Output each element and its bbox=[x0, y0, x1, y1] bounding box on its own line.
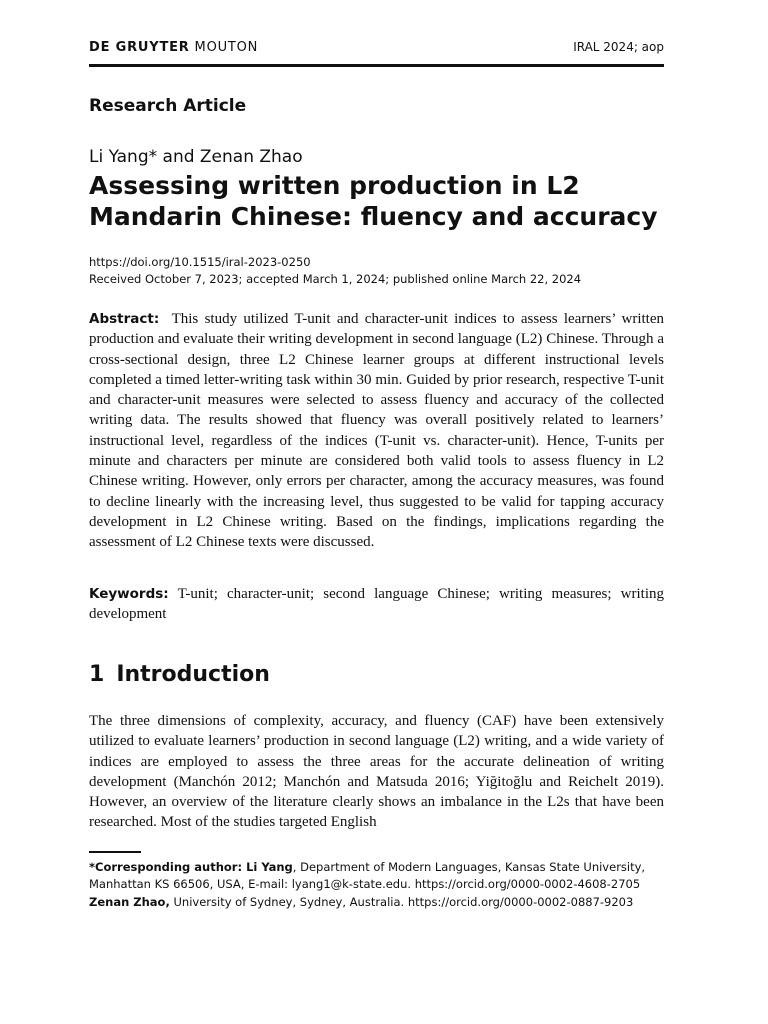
article-type: Research Article bbox=[89, 96, 247, 116]
section-title: Introduction bbox=[116, 662, 270, 687]
second-author-affiliation: University of Sydney, Sydney, Australia. https://orcid.org/0000-0002-0887-9203 bbox=[169, 894, 634, 909]
publisher-name-bold: DE GRUYTER bbox=[89, 40, 190, 55]
doi-link[interactable]: https://doi.org/10.1515/iral-2023-0250 bbox=[89, 255, 311, 269]
header-divider bbox=[89, 64, 664, 67]
section-number: 1 bbox=[89, 662, 105, 687]
footnotes bbox=[89, 859, 669, 911]
second-author-label: Zenan Zhao, bbox=[89, 894, 170, 909]
corresponding-author-line-2: Manhattan KS 66506, USA, E-mail: lyang1@k-state.edu. https://orcid.org/0000-0002-4608-2705 bbox=[89, 877, 641, 892]
corresponding-author-label: *Corresponding author: Li Yang bbox=[89, 860, 293, 874]
footnote-divider bbox=[89, 851, 141, 853]
abstract bbox=[89, 309, 664, 553]
publisher-name-light: MOUTON bbox=[194, 40, 259, 55]
journal-reference: IRAL 2024; aop bbox=[573, 40, 664, 54]
introduction-paragraph: The three dimensions of complexity, accuracy, and fluency (CAF) have been extensively utilized to evaluate learners’ production in second language (L2) writing, and a wide variety of indices are employed to assess the three areas for the accurate delineation of writing development (Manchón 2012; Manchón and Matsuda 2016; Yiğitoğlu and Reichelt 2019). However, an overview of the literature clearly shows an imbalance in the L2s that have been researched. Most of the studies targeted English bbox=[89, 713, 664, 831]
article-title: Assessing written production in L2 Mandarin Chinese: fluency and accuracy bbox=[89, 171, 658, 231]
corresponding-author-affiliation: , Department of Modern Languages, Kansas State University, bbox=[292, 860, 646, 874]
page-header bbox=[89, 40, 664, 58]
keywords-text: T-unit; character-unit; second language Chinese; writing measures; writing development bbox=[89, 586, 664, 623]
publication-dates: Received October 7, 2023; accepted March 1, 2024; published online March 22, 2024 bbox=[89, 272, 582, 286]
authors: Li Yang* and Zenan Zhao bbox=[89, 147, 303, 167]
keywords bbox=[89, 584, 664, 625]
keywords-label: Keywords: bbox=[89, 586, 169, 602]
corresponding-author-line-1 bbox=[89, 859, 669, 876]
abstract-text: This study utilized T-unit and character-unit indices to assess learners’ written production and evaluate their writing development in second language (L2) Chinese. Through a cross-sectional design, three L2 Chinese learner groups at different instructional levels completed a timed letter-writing task within 30 min. Guided by prior research, respective T-unit and character-unit measures were selected to assess fluency and accuracy of the collected writing data. The results showed that fluency was overall positively related to learners’ instructional level, regardless of the indices (T-unit vs. character-unit). Hence, T-units per minute and characters per minute are considered both valid tools to assess fluency in L2 Chinese writing. However, only errors per character, among the accuracy measures, was found to decline linearly with the increasing level, thus suggested to be valid for tapping accuracy development in L2 Chinese writing. Based on the findings, implications regarding the assessment of L2 Chinese texts were discussed. bbox=[89, 311, 665, 551]
second-author-line bbox=[89, 894, 669, 911]
publisher-logo bbox=[89, 40, 258, 55]
abstract-label: Abstract: bbox=[89, 311, 160, 327]
section-heading bbox=[89, 662, 270, 687]
